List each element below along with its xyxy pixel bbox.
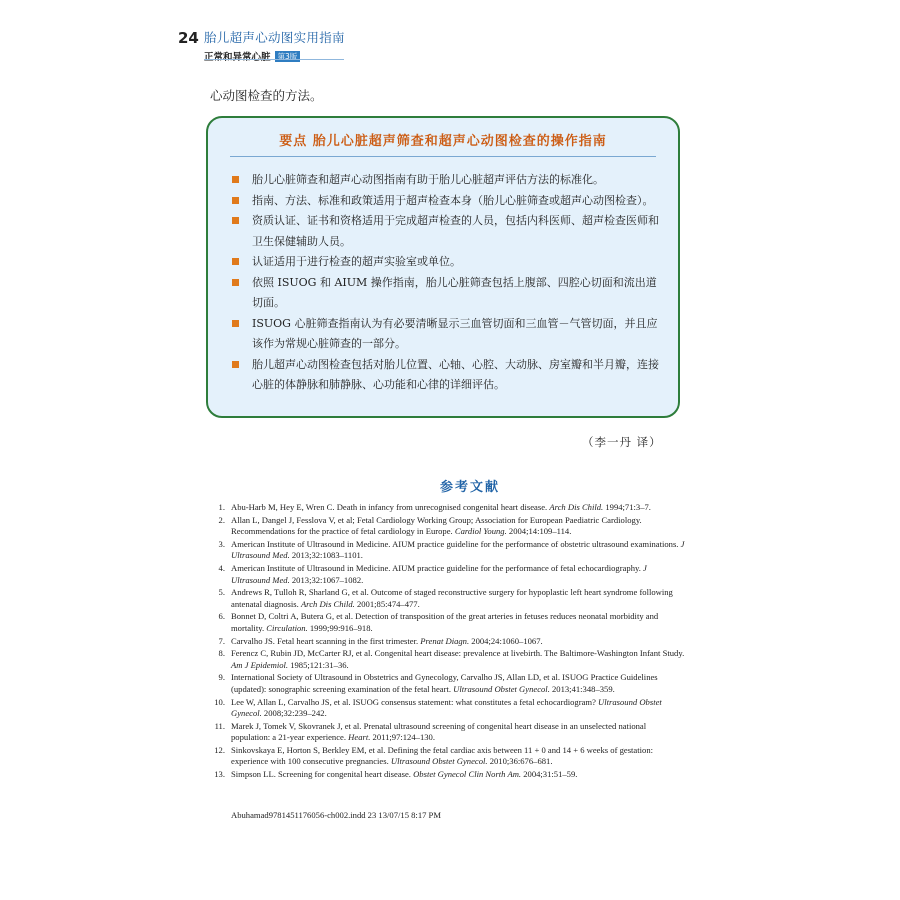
reference-number: 8. [218,648,225,659]
reference-journal: Cardiol Young. [454,526,507,537]
header-divider [204,59,344,60]
book-title: 胎儿超声心动图实用指南 [204,30,345,45]
reference-item [205,515,685,538]
page-number: 24 [178,29,199,47]
reference-journal: Ultrasound Obstet Gynecol. [231,696,662,719]
reference-citation: 2004;31:51–59. [521,769,578,780]
reference-item [205,721,685,744]
reference-text: Andrews R, Tulloh R, Sharland G, et al. Outcome of staged reconstructive surgery for hypoplastic left heart syndrome following antenatal diagnosis. [231,587,673,609]
reference-item [205,502,685,514]
reference-text: American Institute of Ultrasound in Medicine. AIUM practice guideline for the performance of fetal echocardiography. [231,562,644,573]
reference-item [205,611,685,634]
reference-citation: 2004;14:109–114. [506,526,572,537]
key-points-divider [230,156,656,157]
reference-citation: 2010;36:676–681. [487,756,553,767]
key-point-text: 指南、方法、标准和政策适用于超声检查本身（胎儿心脏筛查或超声心动图检查）。 [252,193,654,207]
reference-citation: 1994;71:3–7. [603,502,651,512]
key-point-text: 依照 ISUOG 和 AIUM 操作指南，胎儿心脏筛查包括上腹部、四腔心切面和流出道切面。 [252,275,657,309]
reference-item [205,563,685,586]
reference-number: 13. [214,769,225,780]
key-point-item [230,314,660,355]
key-point-item [230,355,660,396]
reference-item [205,769,685,781]
reference-item [205,587,685,610]
book-subtitle: 正常和异常心脏 [204,52,271,63]
square-bullet-icon [232,217,239,224]
key-points-list [230,170,660,396]
reference-text: American Institute of Ultrasound in Medicine. AIUM practice guideline for the performance of obstetric ultrasound examinations. [231,538,681,549]
print-footer-id: Abuhamad9781451176056-ch002.indd 23 13/07/15 8:17 PM [231,810,441,820]
reference-journal: Prenat Diagn. [420,635,470,646]
key-point-text: 资质认证、证书和资格适用于完成超声检查的人员，包括内科医师、超声检查医师和卫生保健辅助人员。 [252,214,659,248]
reference-number: 11. [214,720,225,731]
translator-credit: （李一丹 译） [582,435,662,449]
edition-badge: 第3版 [275,51,301,62]
reference-text: Ferencz C, Rubin JD, McCarter RJ, et al. Congenital heart disease: prevalence at livebirth. The Baltimore-Washington Infant Study. [231,648,685,659]
reference-item [205,745,685,768]
reference-number: 9. [218,672,225,683]
reference-citation: 1999;99:916–918. [307,622,373,633]
reference-number: 4. [218,562,225,573]
reference-journal: Circulation. [266,622,308,633]
reference-text: Marek J, Tomek V, Skovranek J, et al. Prenatal ultrasound screening of congenital heart disease in an unselected national population: a 21-year experience. [231,720,647,743]
reference-citation: 2008;32:239–242. [261,708,327,719]
key-point-text: ISUOG 心脏筛查指南认为有必要清晰显示三血管切面和三血管－气管切面，并且应该作为常规心脏筛查的一部分。 [252,316,658,350]
key-point-item [230,211,660,252]
reference-journal: J Ultrasound Med. [231,562,647,585]
reference-text: Abu-Harb M, Hey E, Wren C. Death in infancy from unrecognised congenital heart disease. [231,502,550,512]
reference-text: International Society of Ultrasound in Obstetrics and Gynecology, Carvalho JS, Allan LD, et al. ISUOG Practice Guidelines (updated): sonographic screening examination of the fetal heart. [231,672,658,694]
reference-item [205,697,685,720]
reference-citation: 1985;121:31–36. [288,659,349,670]
reference-text: Sinkovskaya E, Horton S, Berkley EM, et al. Defining the fetal cardiac axis between 11 + 0 and 14 + 6 weeks of gestation: experience with 100 consecutive pregnancies. [231,744,654,767]
reference-number: 6. [218,611,225,622]
reference-journal: Heart. [348,732,371,743]
reference-journal: Arch Dis Child. [300,598,355,609]
reference-journal: Obstet Gynecol Clin North Am. [413,769,522,780]
references-list [205,502,685,782]
square-bullet-icon [232,258,239,265]
key-point-text: 胎儿心脏筛查和超声心动图指南有助于胎儿心脏超声评估方法的标准化。 [252,173,604,186]
square-bullet-icon [232,361,239,368]
reference-citation: 2013;41:348–359. [549,683,615,694]
key-point-text: 胎儿超声心动图检查包括对胎儿位置、心轴、心腔、大动脉、房室瓣和半月瓣，连接心脏的体静脉和肺静脉、心功能和心律的详细评估。 [252,357,659,391]
reference-text: Lee W, Allan L, Carvalho JS, et al. ISUOG consensus statement: what constitutes a fetal echocardiogram? [231,696,599,707]
reference-journal: Arch Dis Child. [549,502,604,512]
reference-item [205,636,685,648]
reference-text: Bonnet D, Coltri A, Butera G, et al. Detection of transposition of the great arteries in fetuses reduces neonatal morbidity and mortality. [231,611,659,633]
running-header [178,28,345,63]
key-point-item [230,170,660,191]
intro-text: 心动图检查的方法。 [210,88,323,103]
reference-number: 7. [218,635,225,646]
square-bullet-icon [232,279,239,286]
reference-journal: J Ultrasound Med. [231,538,685,561]
reference-item [205,672,685,695]
reference-text: Carvalho JS. Fetal heart scanning in the first trimester. [231,635,421,646]
key-point-item [230,252,660,273]
reference-number: 5. [218,587,225,598]
reference-citation: 2013;32:1067–1082. [289,574,364,585]
key-points-title: 要点 胎儿心脏超声筛查和超声心动图检查的操作指南 [279,134,607,149]
reference-citation: 2011;97:124–130. [370,732,435,743]
key-point-item [230,273,660,314]
reference-number: 12. [214,744,225,755]
square-bullet-icon [232,320,239,327]
reference-text: Simpson LL. Screening for congenital heart disease. [231,769,414,780]
reference-journal: Ultrasound Obstet Gynecol. [390,756,488,767]
reference-journal: Ultrasound Obstet Gynecol. [453,683,550,694]
reference-item [205,539,685,562]
reference-citation: 2001;85:474–477. [354,598,420,609]
square-bullet-icon [232,197,239,204]
references-title: 参考文献 [439,480,500,495]
reference-journal: Am J Epidemiol. [231,659,289,670]
reference-citation: 2013;32:1083–1101. [289,550,363,561]
key-points-box [206,116,680,418]
reference-number: 1. [218,502,225,512]
square-bullet-icon [232,176,239,183]
key-point-item [230,191,660,212]
reference-citation: 2004;24:1060–1067. [469,635,543,646]
reference-text: Allan L, Dangel J, Fesslova V, et al; Fetal Cardiology Working Group; Association for European Paediatric Cardiology. Recommendations for the practice of fetal cardiology in Europe. [231,514,642,537]
reference-number: 3. [218,538,225,549]
key-point-text: 认证适用于进行检查的超声实验室或单位。 [252,255,461,268]
reference-number: 10. [214,696,225,707]
reference-number: 2. [218,514,225,525]
reference-item [205,648,685,671]
